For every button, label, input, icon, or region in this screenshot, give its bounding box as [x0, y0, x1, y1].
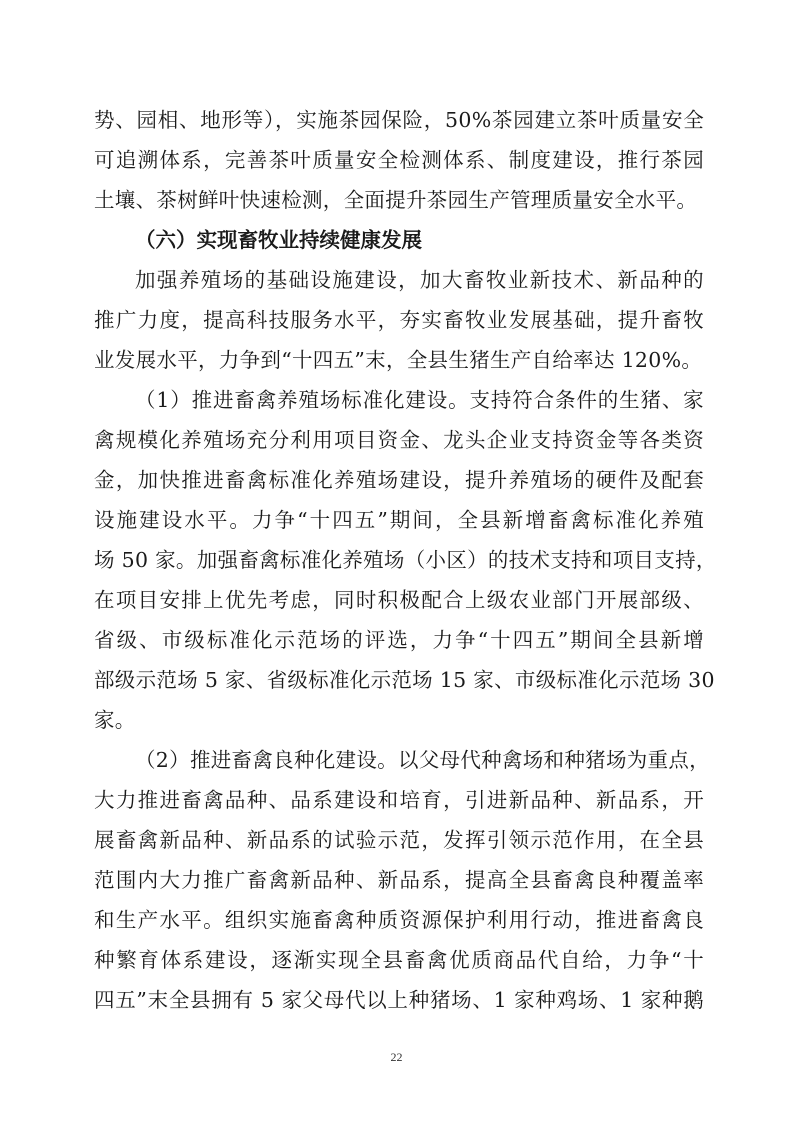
paragraph-breeding — [94, 740, 710, 1020]
text-line: 推广力度，提高科技服务水平，夯实畜牧业发展基础，提升畜牧 — [94, 308, 704, 332]
text-line: 家。 — [94, 708, 136, 732]
text-line: 可追溯体系，完善茶叶质量安全检测体系、制度建设，推行茶园 — [94, 148, 704, 172]
text-line: 金，加快推进畜禽标准化养殖场建设，提升养殖场的硬件及配套 — [94, 468, 704, 492]
text-line: 场 50 家。加强畜禽标准化养殖场（小区）的技术支持和项目支持， — [94, 548, 717, 572]
text-line: （1）推进畜禽养殖场标准化建设。支持符合条件的生猪、家 — [135, 388, 704, 412]
text-line: 在项目安排上优先考虑，同时积极配合上级农业部门开展部级、 — [94, 588, 704, 612]
text-line: 省级、市级标准化示范场的评选，力争“十四五”期间全县新增 — [94, 628, 704, 652]
text-line: 加强养殖场的基础设施建设，加大畜牧业新技术、新品种的 — [135, 268, 704, 292]
text-line: 范围内大力推广畜禽新品种、新品系，提高全县畜禽良种覆盖率 — [94, 868, 704, 892]
text-line: 业发展水平，力争到“十四五”末，全县生猪生产自给率达 120%。 — [94, 348, 703, 372]
page-number: 22 — [390, 1050, 403, 1064]
text-line: 展畜禽新品种、新品系的试验示范，发挥引领示范作用，在全县 — [94, 828, 704, 852]
paragraph-standardization — [94, 380, 717, 740]
paragraph-livestock-intro — [94, 260, 704, 380]
text-line: 土壤、茶树鲜叶快速检测，全面提升茶园生产管理质量安全水平。 — [94, 188, 698, 212]
document-body — [94, 100, 717, 1020]
text-line: 和生产水平。组织实施畜禽种质资源保护利用行动，推进畜禽良 — [94, 908, 704, 932]
text-line: 禽规模化养殖场充分利用项目资金、龙头企业支持资金等各类资 — [94, 428, 704, 452]
text-line: 势、园相、地形等），实施茶园保险，50%茶园建立茶叶质量安全 — [94, 108, 704, 132]
text-line: 大力推进畜禽品种、品系建设和培育，引进新品种、新品系，开 — [94, 788, 704, 812]
text-line: 种繁育体系建设，逐渐实现全县畜禽优质商品代自给，力争“十 — [94, 948, 704, 972]
text-line: 部级示范场 5 家、省级标准化示范场 15 家、市级标准化示范场 30 — [94, 668, 715, 692]
text-line: （2）推进畜禽良种化建设。以父母代种禽场和种猪场为重点， — [135, 748, 710, 772]
paragraph-tea-garden-continued — [94, 100, 704, 220]
text-line: 四五”末全县拥有 5 家父母代以上种猪场、1 家种鸡场、1 家种鹅 — [94, 988, 704, 1012]
text-line: 设施建设水平。力争“十四五”期间，全县新增畜禽标准化养殖 — [94, 508, 704, 532]
section-heading: （六）实现畜牧业持续健康发展 — [135, 228, 422, 252]
